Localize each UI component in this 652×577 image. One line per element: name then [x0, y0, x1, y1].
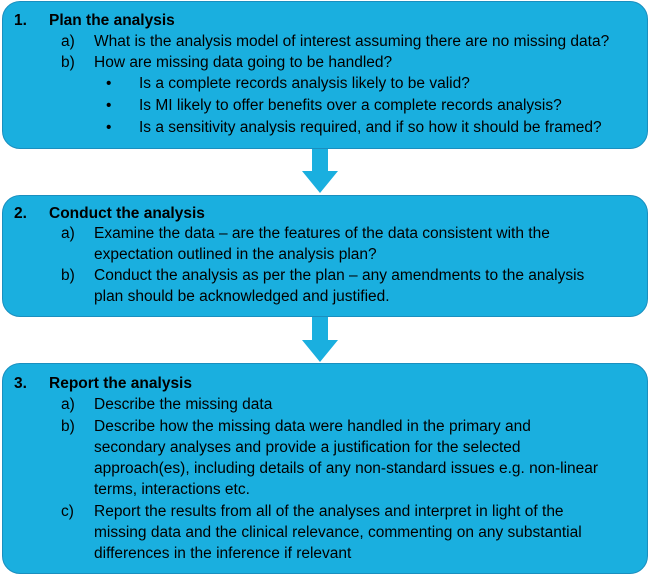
- item-marker: b): [61, 418, 75, 435]
- bullet-text: Is a sensitivity analysis required, and if so how it should be framed?: [139, 119, 602, 136]
- step-1-heading: [14, 11, 175, 30]
- item-marker: a): [61, 396, 75, 413]
- step-2-box: [2, 195, 648, 317]
- step-2-number: 2.: [14, 205, 27, 222]
- item-text-line: differences in the inference if relevant: [94, 545, 352, 562]
- item-text-line: Report the results from all of the analyses and interpret in light of the: [94, 503, 564, 520]
- step-2-heading: [14, 204, 205, 223]
- item-text-line: Describe how the missing data were handled in the primary and: [94, 418, 531, 435]
- step-3-title: Report the analysis: [49, 375, 192, 392]
- item-marker: a): [61, 33, 75, 50]
- down-arrow-icon: [302, 317, 338, 362]
- item-text-line: terms, interactions etc.: [94, 481, 250, 498]
- step-1-number: 1.: [14, 12, 27, 29]
- item-text-line: approach(es), including details of any non-standard issues e.g. non-linear: [94, 460, 599, 477]
- item-marker: b): [61, 267, 75, 284]
- item-text: How are missing data going to be handled?: [94, 54, 393, 71]
- item-marker: c): [61, 503, 74, 520]
- item-text: What is the analysis model of interest assuming there are no missing data?: [94, 33, 610, 50]
- step-2-title: Conduct the analysis: [49, 205, 205, 222]
- bullet-icon: •: [106, 97, 112, 114]
- item-text-line: Describe the missing data: [94, 396, 273, 413]
- step-1-title: Plan the analysis: [49, 12, 175, 29]
- bullet-icon: •: [106, 119, 112, 136]
- item-text-line: Examine the data – are the features of the data consistent with the: [94, 225, 550, 242]
- step-3-number: 3.: [14, 375, 27, 392]
- down-arrow-icon: [302, 149, 338, 193]
- item-text-line: Conduct the analysis as per the plan – any amendments to the analysis: [94, 267, 585, 284]
- bullet-text: Is MI likely to offer benefits over a complete records analysis?: [139, 97, 562, 114]
- item-text-line: missing data and the clinical relevance, commenting on any substantial: [94, 524, 582, 541]
- step-3-heading: [14, 374, 192, 393]
- bullet-text: Is a complete records analysis likely to be valid?: [139, 75, 470, 92]
- item-marker: b): [61, 54, 75, 71]
- step-3-box: [2, 363, 648, 574]
- step-1-box: [2, 1, 648, 149]
- item-text-line: expectation outlined in the analysis plan?: [94, 246, 377, 263]
- item-marker: a): [61, 225, 75, 242]
- bullet-icon: •: [106, 75, 112, 92]
- item-text-line: secondary analyses and provide a justification for the selected: [94, 439, 521, 456]
- item-text-line: plan should be acknowledged and justified.: [94, 288, 390, 305]
